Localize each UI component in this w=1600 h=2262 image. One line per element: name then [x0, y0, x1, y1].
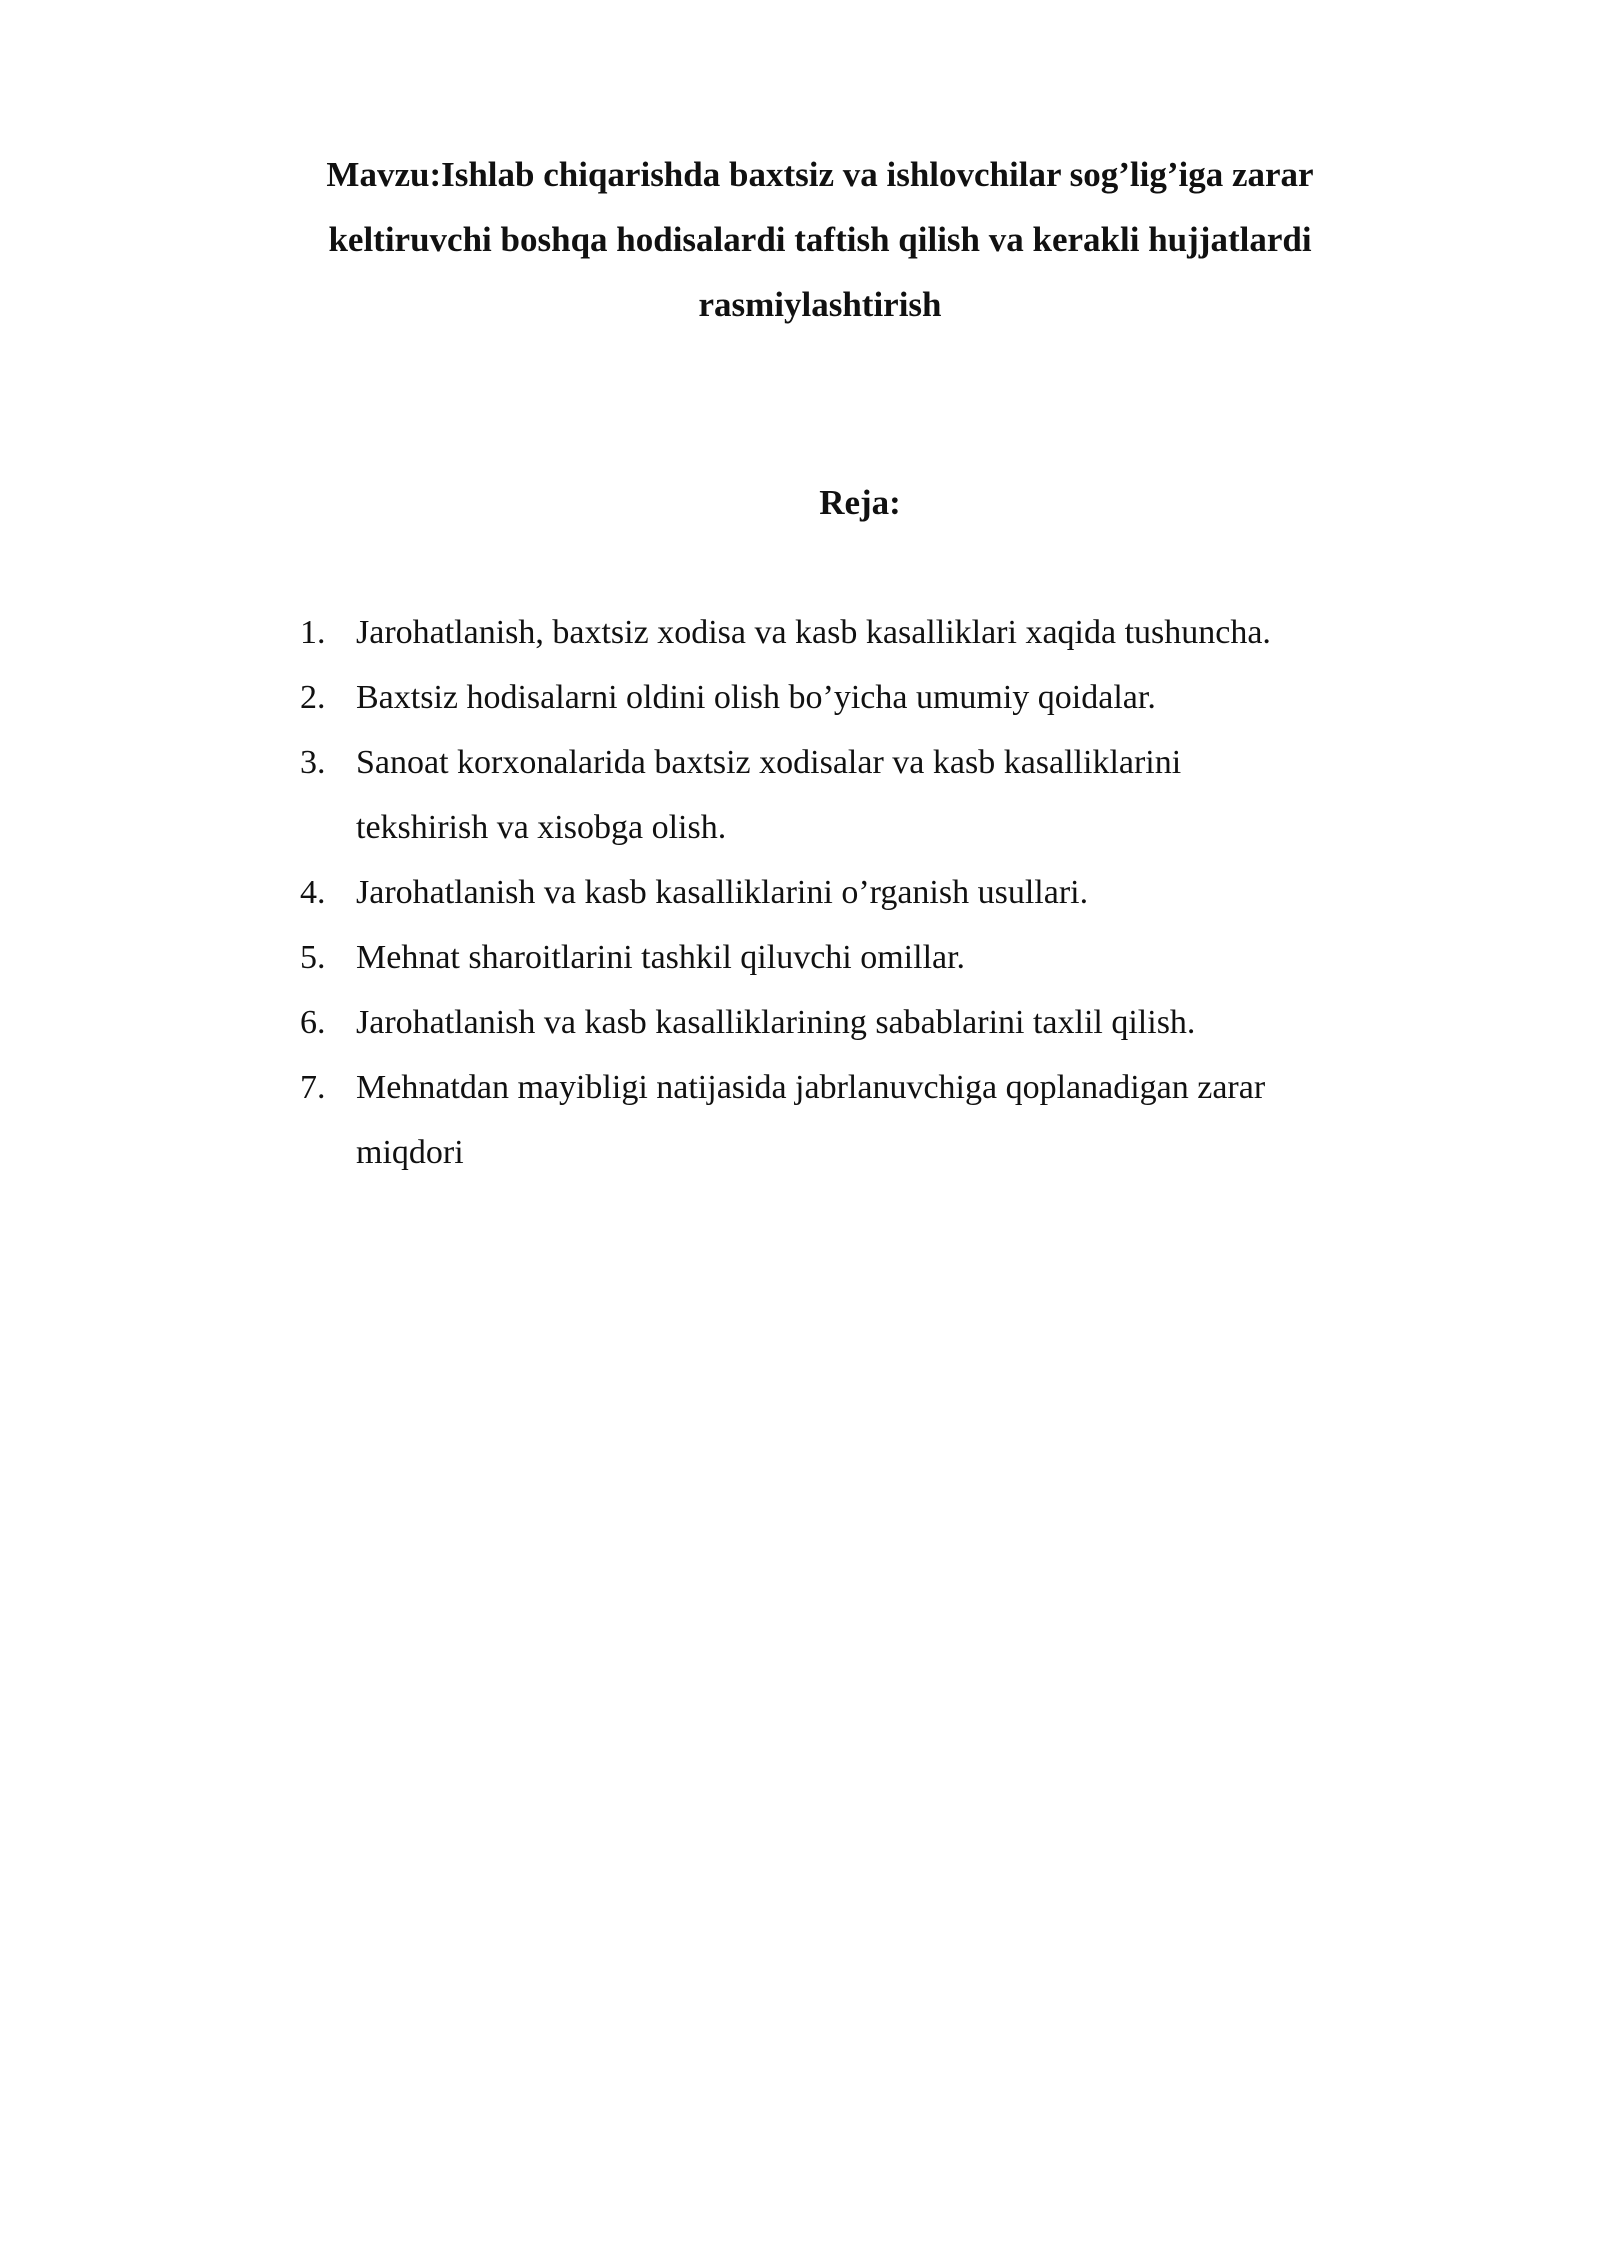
plan-item-text-continuation: tekshirish va xisobga olish. [356, 809, 727, 846]
plan-item-1 [300, 600, 1400, 665]
plan-item-2 [300, 665, 1400, 730]
plan-item-text: Jarohatlanish, baxtsiz xodisa va kasb kasalliklari xaqida tushuncha. [356, 614, 1271, 651]
plan-item-number: 5. [300, 939, 326, 976]
title-line: keltiruvchi boshqa hodisalardi taftish qilish va kerakli hujjatlardi [328, 220, 1312, 259]
plan-list [300, 600, 1400, 1185]
plan-item-3 [300, 730, 1400, 860]
plan-item-number: 7. [300, 1069, 326, 1106]
plan-item-text: Mehnat sharoitlarini tashkil qiluvchi omillar. [356, 939, 966, 976]
plan-item-number: 4. [300, 874, 326, 911]
plan-item-5 [300, 925, 1400, 990]
plan-item-text: Baxtsiz hodisalarni oldini olish bo’yicha umumiy qoidalar. [356, 679, 1156, 716]
plan-item-number: 1. [300, 614, 326, 651]
plan-heading: Reja: [819, 483, 901, 522]
plan-item-text: Sanoat korxonalarida baxtsiz xodisalar va kasb kasalliklarini [356, 744, 1182, 781]
plan-item-number: 3. [300, 744, 326, 781]
document-title [270, 142, 1370, 337]
plan-item-text: Jarohatlanish va kasb kasalliklarini o’rganish usullari. [356, 874, 1089, 911]
plan-item-6 [300, 990, 1400, 1055]
title-line: rasmiylashtirish [698, 285, 942, 324]
plan-item-text: Mehnatdan mayibligi natijasida jabrlanuvchiga qoplanadigan zarar [356, 1069, 1266, 1106]
plan-item-text-continuation: miqdori [356, 1134, 464, 1171]
title-line: Mavzu:Ishlab chiqarishda baxtsiz va ishlovchilar sog’lig’iga zarar [326, 155, 1314, 194]
plan-item-4 [300, 860, 1400, 925]
plan-item-number: 6. [300, 1004, 326, 1041]
plan-item-text: Jarohatlanish va kasb kasalliklarining sabablarini taxlil qilish. [356, 1004, 1196, 1041]
plan-item-number: 2. [300, 679, 326, 716]
plan-item-7 [300, 1055, 1400, 1185]
